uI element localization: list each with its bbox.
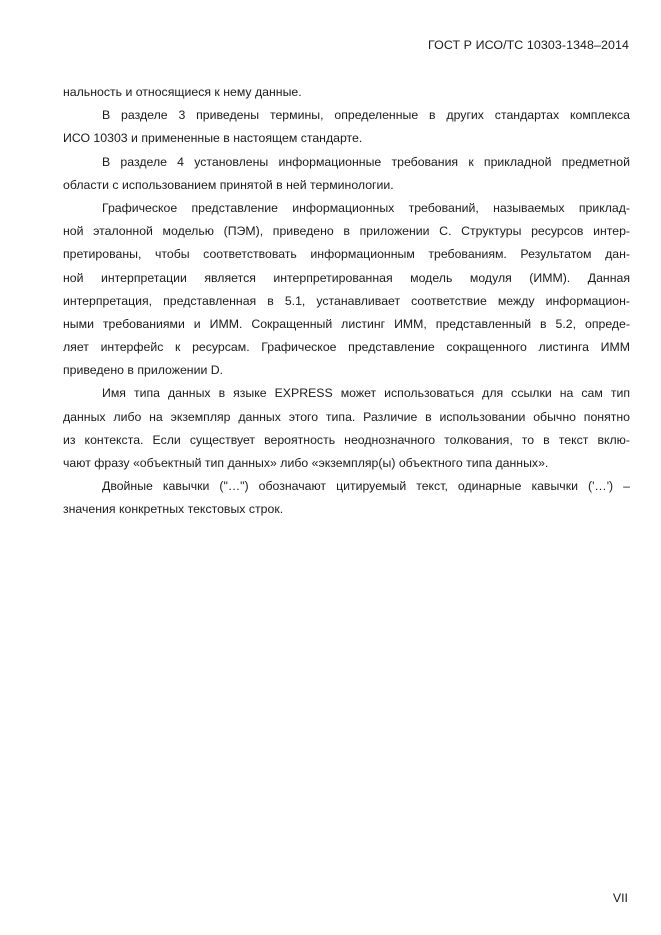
text-line: ными требованиями и ИММ. Сокращенный листинг ИММ, представленный в 5.2, опреде- xyxy=(63,316,630,331)
text-line: значения конкретных текстовых строк. xyxy=(63,502,284,517)
text-line: Двойные кавычки ("…") обозначают цитируемый текст, одинарные кавычки ('…') – xyxy=(102,479,630,494)
text-line: В разделе 4 установлены информационные требования к прикладной предметной xyxy=(102,154,630,169)
paragraph xyxy=(63,197,630,383)
paragraph xyxy=(63,104,630,150)
text-line: Графическое представление информационных требований, называемых приклад- xyxy=(102,200,630,215)
text-line: данных либо на экземпляр данных этого типа. Различие в использовании обычно понятно xyxy=(63,409,630,424)
text-line: ИСО 10303 и примененные в настоящем стандарте. xyxy=(63,131,363,146)
text-line: В разделе 3 приведены термины, определенные в других стандартах комплекса xyxy=(102,108,630,123)
page-number: VII xyxy=(612,891,628,905)
paragraph xyxy=(63,151,630,197)
paragraph xyxy=(63,81,630,104)
text-line: интерпретация, представленная в 5.1, устанавливает соответствие между информацион- xyxy=(63,293,630,308)
paragraph xyxy=(63,382,630,475)
text-line: нальность и относящиеся к нему данные. xyxy=(63,85,302,99)
text-line: Имя типа данных в языке EXPRESS может использоваться для ссылки на сам тип xyxy=(102,386,630,401)
document-header: ГОСТ Р ИСО/ТС 10303-1348–2014 xyxy=(427,38,629,52)
body-text xyxy=(63,81,630,522)
text-line: претированы, чтобы соответствовать информационным требованиям. Результатом дан- xyxy=(63,247,630,262)
text-line: ной эталонной моделью (ПЭМ), приведено в приложении С. Структуры ресурсов интер- xyxy=(63,224,630,239)
text-line: ной интерпретации является интерпретированная модель модуля (ИММ). Данная xyxy=(63,270,630,285)
paragraph xyxy=(63,475,630,521)
text-line: приведено в приложении D. xyxy=(63,363,224,378)
text-line: из контекста. Если существует вероятность неоднозначного толкования, то в текст вклю- xyxy=(63,432,630,447)
text-line: ляет интерфейс к ресурсам. Графическое представление сокращенного листинга ИММ xyxy=(63,340,630,355)
text-line: области с использованием принятой в ней терминологии. xyxy=(63,177,394,192)
text-line: чают фразу «объектный тип данных» либо «экземпляр(ы) объектного типа данных». xyxy=(63,456,549,470)
